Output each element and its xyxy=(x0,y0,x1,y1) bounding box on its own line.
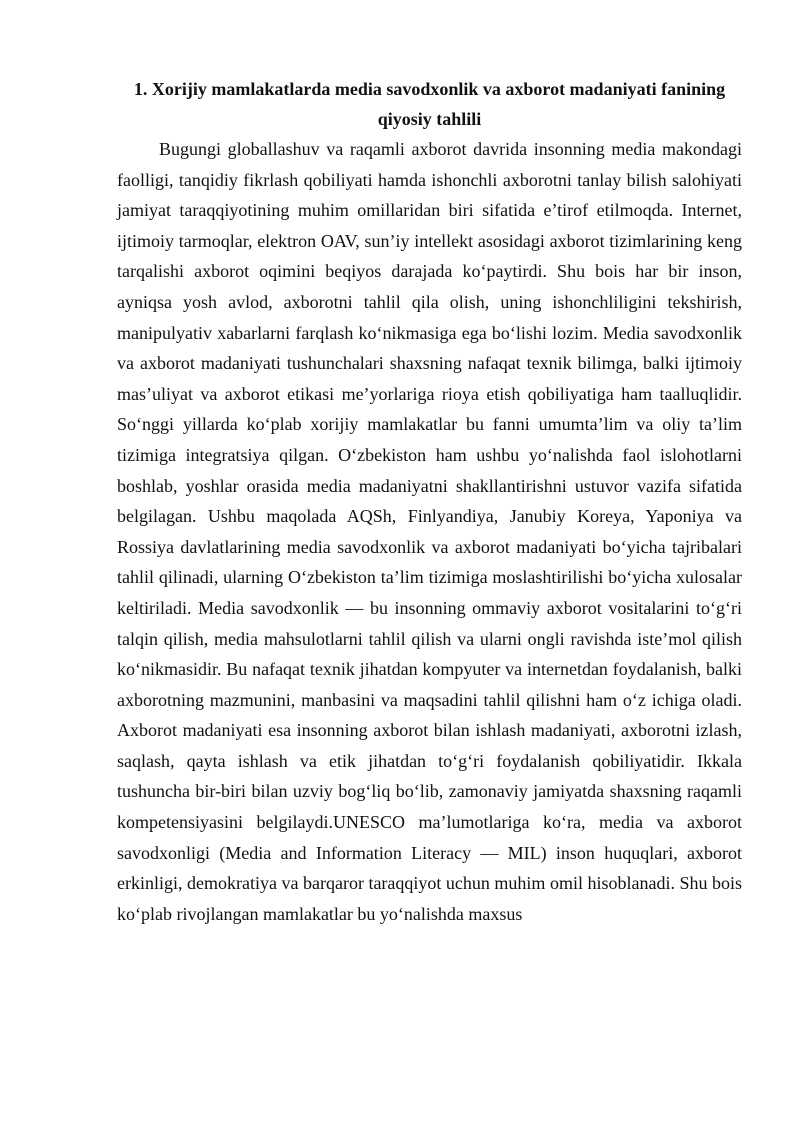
document-page xyxy=(117,74,742,929)
section-title: 1. Xorijiy mamlakatlarda media savodxonlik va axborot madaniyati fanining qiyosiy tahlili xyxy=(133,79,726,129)
body-paragraph: Bugungi globallashuv va raqamli axborot davrida insonning media makondagi faolligi, tanqidiy fikrlash qobiliyati hamda ishonchli axborotni tanlay bilish salohiyati jamiyat taraqqiyotining muhim omillaridan biri sifatida e’tirof etilmoqda. Internet, ijtimoiy tarmoqlar, elektron OAV, sun’iy intellekt asosidagi axborot tizimlarining keng tarqalishi axborot oqimini beqiyos darajada ko‘paytirdi. Shu bois har bir inson, ayniqsa yosh avlod, axborotni tahlil qila olish, uning ishonchliligini tekshirish, manipulyativ xabarlarni farqlash ko‘nikmasiga ega bo‘lishi lozim. Media savodxonlik va axborot madaniyati tushunchalari shaxsning nafaqat texnik bilimga, balki ijtimoiy mas’uliyat va axborot etikasi me’yorlariga rioya etish qobiliyatiga ham taalluqlidir. So‘nggi yillarda ko‘plab xorijiy mamlakatlar bu fanni umumta’lim va oliy ta’lim tizimiga integratsiya qilgan. O‘zbekiston ham ushbu yo‘nalishda faol islohotlarni boshlab, yoshlar orasida media madaniyatni shakllantirishni ustuvor vazifa sifatida belgilagan. Ushbu maqolada AQSh, Finlyandiya, Janubiy Koreya, Yaponiya va Rossiya davlatlarining media savodxonlik va axborot madaniyati bo‘yicha tajribalari tahlil qilinadi, ularning O‘zbekiston ta’lim tizimiga moslashtirilishi bo‘yicha xulosalar keltiriladi. Media savodxonlik — bu insonning ommaviy axborot vositalarini to‘g‘ri talqin qilish, media mahsulotlarni tahlil qilish va ularni ongli ravishda iste’mol qilish ko‘nikmasidir. Bu nafaqat texnik jihatdan kompyuter va internetdan foydalanish, balki axborotning mazmunini, manbasini va maqsadini tahlil qilishni ham o‘z ichiga oladi. Axborot madaniyati esa insonning axborot bilan ishlash madaniyati, axborotni izlash, saqlash, qayta ishlash va etik jihatdan to‘g‘ri foydalanish qobiliyatidir. Ikkala tushuncha bir-biri bilan uzviy bog‘liq bo‘lib, zamonaviy jamiyatda shaxsning raqamli kompetensiyasini belgilaydi.UNESCO ma’lumotlariga ko‘ra, media va axborot savodxonligi (Media and Information Literacy — MIL) inson huquqlari, axborot erkinligi, demokratiya va barqaror taraqqiyot uchun muhim omil hisoblanadi. Shu bois ko‘plab rivojlangan mamlakatlar bu yo‘nalishda maxsus xyxy=(117,139,742,924)
